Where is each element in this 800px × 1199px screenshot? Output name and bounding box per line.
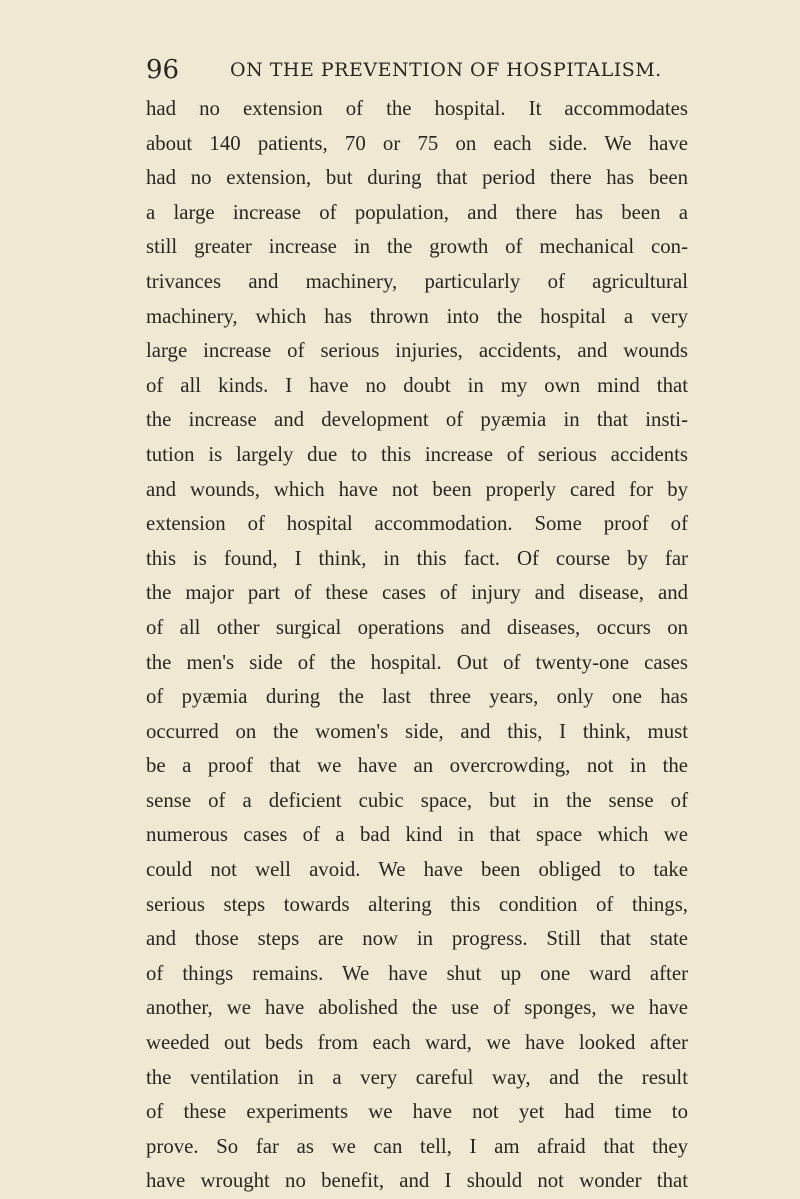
text-line: this is found, I think, in this fact. Of course by far <box>146 546 688 570</box>
body-text <box>146 92 688 1199</box>
text-line: prove. So far as we can tell, I am afraid that they <box>146 1134 688 1158</box>
text-line: have wrought no benefit, and I should not wonder that <box>146 1169 688 1193</box>
text-line: serious steps towards altering this condition of things, <box>146 892 688 916</box>
text-line: weeded out beds from each ward, we have looked after <box>146 1031 688 1055</box>
text-line: sense of a deficient cubic space, but in the sense of <box>146 788 688 812</box>
text-line: the increase and development of pyæmia in that insti- <box>146 408 688 432</box>
text-line: and those steps are now in progress. Still that state <box>146 927 688 951</box>
text-line: a large increase of population, and there has been a <box>146 200 688 224</box>
text-line: the major part of these cases of injury and disease, and <box>146 581 688 605</box>
text-line: occurred on the women's side, and this, I think, must <box>146 719 688 743</box>
running-title: ON THE PREVENTION OF HOSPITALISM. <box>230 59 662 81</box>
text-line: had no extension, but during that period there has been <box>146 166 688 190</box>
text-line: and wounds, which have not been properly cared for by <box>146 477 688 501</box>
text-line: had no extension of the hospital. It accommodates <box>146 97 688 120</box>
text-line: large increase of serious injuries, accidents, and wounds <box>146 339 688 363</box>
text-line: of things remains. We have shut up one ward after <box>146 961 688 985</box>
text-line: be a proof that we have an overcrowding, not in the <box>146 754 688 778</box>
text-line: of all kinds. I have no doubt in my own mind that <box>146 373 688 397</box>
text-line: of pyæmia during the last three years, only one has <box>146 685 688 709</box>
text-line: another, we have abolished the use of sponges, we have <box>146 996 688 1020</box>
page-number: 96 <box>146 55 180 85</box>
text-line: the men's side of the hospital. Out of twenty-one cases <box>146 650 688 674</box>
text-line: numerous cases of a bad kind in that space which we <box>146 823 688 847</box>
text-line: machinery, which has thrown into the hospital a very <box>146 304 688 328</box>
text-line: of all other surgical operations and diseases, occurs on <box>146 615 688 639</box>
text-line: tution is largely due to this increase of serious accidents <box>146 442 688 466</box>
text-line: about 140 patients, 70 or 75 on each side. We have <box>146 131 688 155</box>
text-line: could not well avoid. We have been obliged to take <box>146 858 688 882</box>
page-header <box>146 50 706 90</box>
text-line: trivances and machinery, particularly of agricultural <box>146 269 688 293</box>
text-line: still greater increase in the growth of mechanical con- <box>146 235 688 259</box>
text-line: the ventilation in a very careful way, and the result <box>146 1065 688 1089</box>
text-line: extension of hospital accommodation. Some proof of <box>146 512 688 536</box>
text-line: of these experiments we have not yet had time to <box>146 1100 688 1124</box>
